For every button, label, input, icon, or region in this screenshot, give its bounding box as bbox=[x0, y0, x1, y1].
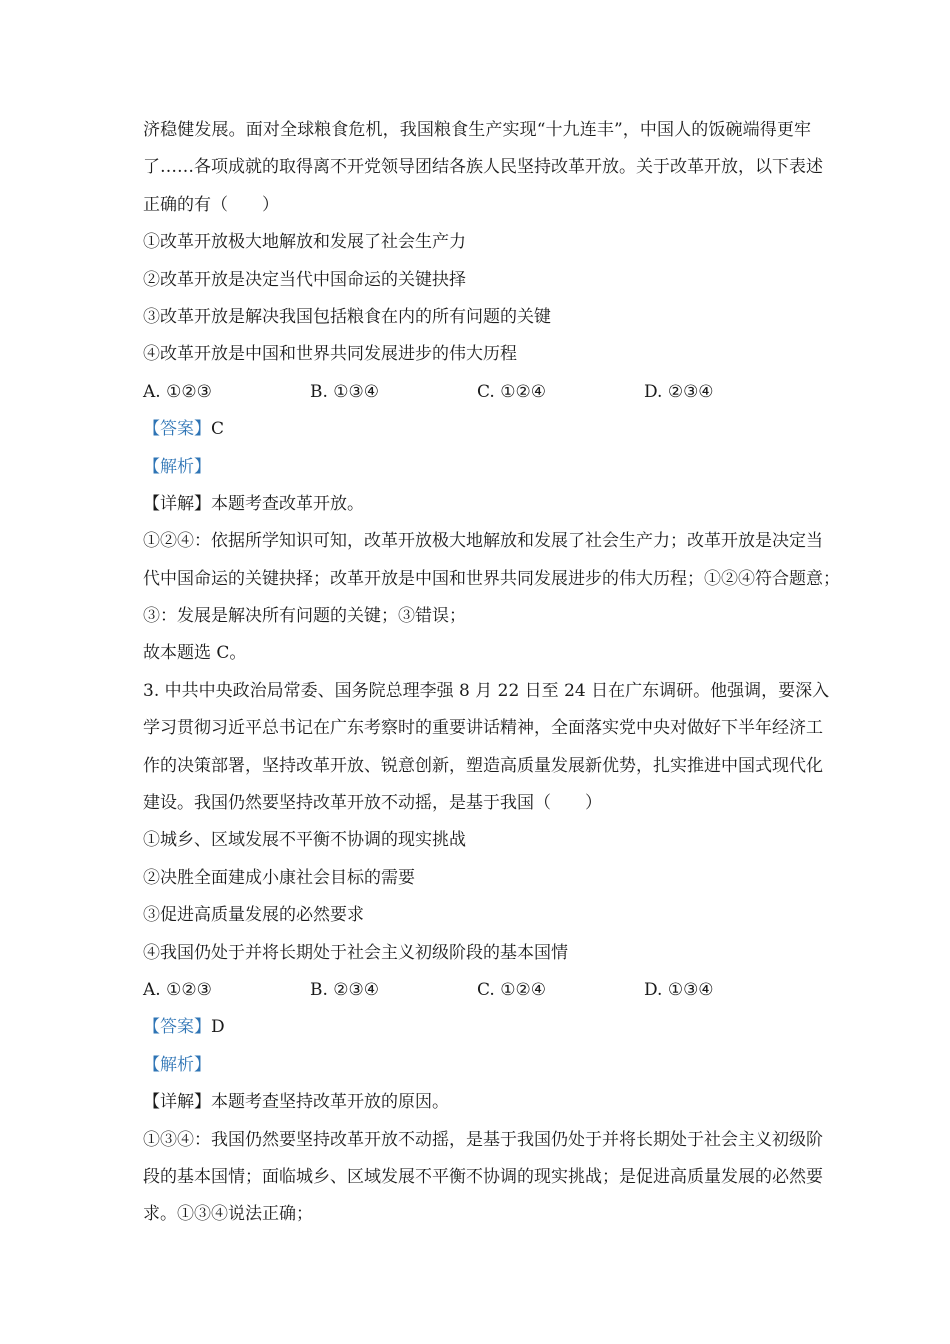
q3-item-2: ②决胜全面建成小康社会目标的需要 bbox=[143, 867, 415, 888]
q2-option-b: B. ①③④ bbox=[310, 381, 380, 402]
q3-option-c: C. ①②④ bbox=[477, 979, 546, 1000]
q2-detail-text: 本题考查改革开放。 bbox=[211, 493, 364, 514]
q2-stem-line-2: 了……各项成就的取得离不开党领导团结各族人民坚持改革开放。关于改革开放，以下表述 bbox=[143, 157, 823, 178]
q2-detail-tag: 【详解】 bbox=[143, 493, 211, 514]
q2-item-4: ④改革开放是中国和世界共同发展进步的伟大历程 bbox=[143, 344, 517, 365]
q3-detail bbox=[143, 1084, 811, 1121]
q3-option-b: B. ②③④ bbox=[310, 979, 380, 1000]
q3-options bbox=[143, 972, 811, 1009]
q3-item-3: ③促进高质量发展的必然要求 bbox=[143, 905, 364, 926]
q3-option-d: D. ①③④ bbox=[644, 979, 714, 1000]
q2-answer-value: C bbox=[211, 419, 225, 440]
q3-explanation-line-2: 段的基本国情；面临城乡、区域发展不平衡不协调的现实挑战；是促进高质量发展的必然要 bbox=[143, 1166, 823, 1187]
q3-answer bbox=[143, 1009, 811, 1046]
q2-analysis bbox=[143, 449, 811, 486]
q2-option-c: C. ①②④ bbox=[477, 381, 546, 402]
q2-explanation-line-3: ③：发展是解决所有问题的关键；③错误； bbox=[143, 606, 466, 627]
q2-item-2: ②改革开放是决定当代中国命运的关键抉择 bbox=[143, 269, 466, 290]
q3-option-a: A. ①②③ bbox=[143, 979, 212, 1000]
q3-stem-line-1: 3. 中共中央政治局常委、国务院总理李强 8 月 22 日至 24 日在广东调研。他强调，要深入 bbox=[143, 680, 830, 701]
q3-stem-line-2: 学习贯彻习近平总书记在广东考察时的重要讲话精神，全面落实党中央对做好下半年经济工 bbox=[143, 718, 823, 739]
q2-analysis-tag: 【解析】 bbox=[143, 456, 211, 477]
q2-item-1: ①改革开放极大地解放和发展了社会生产力 bbox=[143, 232, 466, 253]
q3-analysis bbox=[143, 1047, 811, 1084]
q2-explanation-line-1: ①②④：依据所学知识可知，改革开放极大地解放和发展了社会生产力；改革开放是决定当 bbox=[143, 531, 823, 552]
q3-stem-line-3: 作的决策部署，坚持改革开放、锐意创新，塑造高质量发展新优势，扎实推进中国式现代化 bbox=[143, 755, 823, 776]
q2-stem-line-1: 济稳健发展。面对全球粮食危机，我国粮食生产实现“十九连丰”，中国人的饭碗端得更牢 bbox=[143, 120, 811, 140]
q3-analysis-tag: 【解析】 bbox=[143, 1054, 211, 1075]
q3-explanation-line-3: 求。①③④说法正确； bbox=[143, 1204, 313, 1225]
q3-item-1: ①城乡、区域发展不平衡不协调的现实挑战 bbox=[143, 830, 466, 851]
q3-stem-line-4: 建设。我国仍然要坚持改革开放不动摇，是基于我国（ ） bbox=[143, 793, 602, 814]
q3-answer-tag: 【答案】 bbox=[143, 1017, 211, 1038]
q2-item-3: ③改革开放是解决我国包括粮食在内的所有问题的关键 bbox=[143, 306, 551, 327]
q2-answer bbox=[143, 411, 811, 448]
q3-explanation-line-1: ①③④：我国仍然要坚持改革开放不动摇，是基于我国仍处于并将长期处于社会主义初级阶 bbox=[143, 1129, 823, 1150]
q3-answer-value: D bbox=[211, 1017, 225, 1038]
q3-detail-text: 本题考查坚持改革开放的原因。 bbox=[211, 1092, 449, 1113]
q2-answer-tag: 【答案】 bbox=[143, 419, 211, 440]
q3-detail-tag: 【详解】 bbox=[143, 1092, 211, 1113]
document-page bbox=[143, 112, 840, 1234]
q2-stem-line-3: 正确的有（ ） bbox=[143, 194, 279, 215]
q3-item-4: ④我国仍处于并将长期处于社会主义初级阶段的基本国情 bbox=[143, 942, 568, 963]
q2-explanation-line-4: 故本题选 C。 bbox=[143, 643, 247, 664]
q2-detail bbox=[143, 486, 811, 523]
q2-options bbox=[143, 374, 811, 411]
q2-explanation-line-2: 代中国命运的关键抉择；改革开放是中国和世界共同发展进步的伟大历程；①②④符合题意； bbox=[143, 568, 840, 589]
q2-option-d: D. ②③④ bbox=[644, 381, 714, 402]
q2-option-a: A. ①②③ bbox=[143, 381, 212, 402]
